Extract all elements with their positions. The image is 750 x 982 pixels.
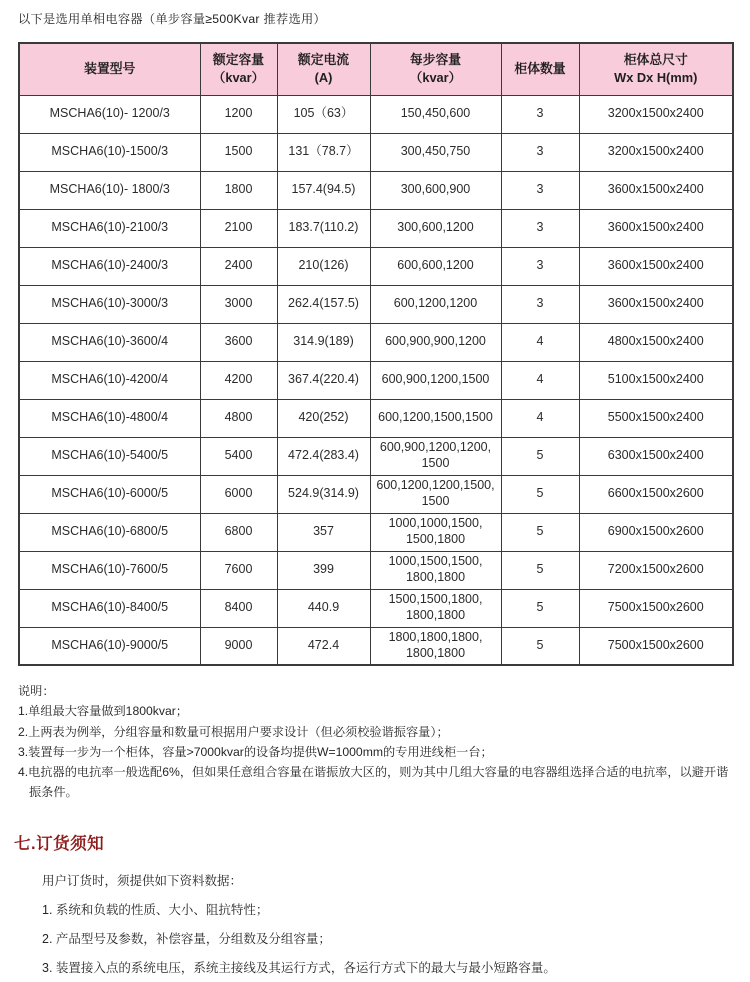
order-item: 1. 系统和负载的性质、大小、阻抗特性； [42,902,269,917]
cell-dimensions: 7500x1500x2600 [579,589,733,627]
cell-step-capacity: 600,​900,​900,​1200 [370,323,501,361]
cell-rated-current: 399 [277,551,370,589]
cell-model: MSCHA6(10)-4200/4 [19,361,200,399]
cell-cabinet-count: 3 [501,171,579,209]
cell-rated-current: 157.4(94.5) [277,171,370,209]
cell-step-capacity: 600,​1200,​1500,​1500 [370,399,501,437]
cell-dimensions: 6300x1500x2400 [579,437,733,475]
cell-model: MSCHA6(10)-4800/4 [19,399,200,437]
cell-rated-capacity: 2400 [200,247,277,285]
cell-step-capacity: 300,​600,​1200 [370,209,501,247]
cell-dimensions: 6600x1500x2600 [579,475,733,513]
cell-rated-current: 357 [277,513,370,551]
cell-step-capacity: 600,​600,​1200 [370,247,501,285]
note-item: 3.装置每一步为一个柜体，容量>7000kvar的设备均提供W=1000mm的专用进线柜一台； [18,744,493,759]
cell-rated-current: 105（63） [277,95,370,133]
cell-model: MSCHA6(10)-8400/5 [19,589,200,627]
cell-step-capacity: 600,​900,​1200,​1500 [370,361,501,399]
cell-rated-current: 440.9 [277,589,370,627]
cell-rated-capacity: 6000 [200,475,277,513]
cell-cabinet-count: 3 [501,209,579,247]
cell-cabinet-count: 3 [501,247,579,285]
cell-step-capacity: 300,​600,​900 [370,171,501,209]
cell-step-capacity: 1500,​1500,​1800,​1800,​1800 [370,589,501,627]
table-row [19,285,733,323]
notes-heading: 说明： [18,684,55,698]
note-item: 4.电抗器的电抗率一般选配6%，但如果任意组合容量在谐振放大区的，则为其中几组大容量的电容器组选择合适的电抗率，以避开谐振条件。 [18,765,729,800]
order-intro: 用户订货时，须提供如下资料数据： [42,873,243,888]
table-header [19,43,733,95]
cell-step-capacity: 1000,​1000,​1500,​1500,​1800 [370,513,501,551]
cell-model: MSCHA6(10)-2400/3 [19,247,200,285]
cell-cabinet-count: 5 [501,437,579,475]
table-row [19,551,733,589]
cell-dimensions: 3600x1500x2400 [579,285,733,323]
column-header-1: 额定容量 （kvar） [200,43,277,95]
cell-rated-current: 210(126) [277,247,370,285]
cell-dimensions: 3200x1500x2400 [579,95,733,133]
cell-rated-capacity: 4200 [200,361,277,399]
table-row [19,589,733,627]
note-item: 2.上两表为例举，分组容量和数量可根据用户要求设计（但必须校验谐振容量）； [18,724,449,739]
cell-dimensions: 5100x1500x2400 [579,361,733,399]
note-item: 1.单组最大容量做到1800kvar； [18,704,188,719]
table-row [19,399,733,437]
cell-cabinet-count: 5 [501,589,579,627]
cell-dimensions: 3600x1500x2400 [579,171,733,209]
cell-step-capacity: 600,​1200,​1200,​1500,​1500 [370,475,501,513]
cell-model: MSCHA6(10)-9000/5 [19,627,200,665]
notes-section [18,681,732,803]
cell-rated-current: 367.4(220.4) [277,361,370,399]
cell-rated-capacity: 3000 [200,285,277,323]
cell-step-capacity: 600,​1200,​1200 [370,285,501,323]
cell-model: MSCHA6(10)-6000/5 [19,475,200,513]
cell-dimensions: 3200x1500x2400 [579,133,733,171]
cell-model: MSCHA6(10)-2100/3 [19,209,200,247]
cell-model: MSCHA6(10)-1500/3 [19,133,200,171]
capacitor-spec-table [18,42,734,666]
order-item: 3. 装置接入点的系统电压，系统主接线及其运行方式，各运行方式下的最大与最小短路容量。 [42,960,556,975]
cell-dimensions: 4800x1500x2400 [579,323,733,361]
cell-model: MSCHA6(10)- 1800/3 [19,171,200,209]
cell-rated-current: 314.9(189) [277,323,370,361]
cell-cabinet-count: 3 [501,285,579,323]
cell-rated-capacity: 9000 [200,627,277,665]
table-row [19,171,733,209]
cell-model: MSCHA6(10)-3000/3 [19,285,200,323]
cell-rated-capacity: 5400 [200,437,277,475]
cell-rated-current: 472.4 [277,627,370,665]
column-header-4: 柜体数量 [501,43,579,95]
cell-step-capacity: 300,​450,​750 [370,133,501,171]
cell-dimensions: 3600x1500x2400 [579,209,733,247]
cell-dimensions: 5500x1500x2400 [579,399,733,437]
column-header-2: 额定电流 (A) [277,43,370,95]
table-body [19,95,733,665]
cell-cabinet-count: 4 [501,361,579,399]
table-row [19,437,733,475]
cell-step-capacity: 1800,​1800,​1800,​1800,​1800 [370,627,501,665]
cell-step-capacity: 1000,​1500,​1500,​1800,​1800 [370,551,501,589]
order-section-heading: 七.订货须知 [14,834,105,853]
cell-model: MSCHA6(10)-3600/4 [19,323,200,361]
cell-rated-capacity: 2100 [200,209,277,247]
table-row [19,475,733,513]
column-header-0: 装置型号 [19,43,200,95]
notes-list [18,701,732,802]
cell-cabinet-count: 4 [501,323,579,361]
column-header-5: 柜体总尺寸 Wx Dx H(mm) [579,43,733,95]
table-row [19,209,733,247]
cell-dimensions: 7500x1500x2600 [579,627,733,665]
table-row [19,95,733,133]
cell-model: MSCHA6(10)-6800/5 [19,513,200,551]
order-item: 2. 产品型号及参数，补偿容量，分组数及分组容量； [42,931,331,946]
cell-cabinet-count: 5 [501,475,579,513]
cell-rated-capacity: 1800 [200,171,277,209]
cell-cabinet-count: 5 [501,513,579,551]
cell-rated-capacity: 4800 [200,399,277,437]
cell-rated-capacity: 7600 [200,551,277,589]
cell-rated-capacity: 1200 [200,95,277,133]
cell-dimensions: 6900x1500x2600 [579,513,733,551]
cell-cabinet-count: 3 [501,133,579,171]
cell-rated-capacity: 6800 [200,513,277,551]
cell-model: MSCHA6(10)- 1200/3 [19,95,200,133]
cell-rated-capacity: 1500 [200,133,277,171]
cell-dimensions: 3600x1500x2400 [579,247,733,285]
table-row [19,247,733,285]
order-list [18,900,732,976]
cell-step-capacity: 600,​900,​1200,​1200,​1500 [370,437,501,475]
table-row [19,323,733,361]
table-row [19,361,733,399]
cell-model: MSCHA6(10)-5400/5 [19,437,200,475]
cell-rated-current: 420(252) [277,399,370,437]
cell-model: MSCHA6(10)-7600/5 [19,551,200,589]
table-row [19,513,733,551]
table-header-row [19,43,733,95]
cell-rated-capacity: 8400 [200,589,277,627]
cell-rated-current: 183.7(110.2) [277,209,370,247]
cell-cabinet-count: 3 [501,95,579,133]
cell-cabinet-count: 4 [501,399,579,437]
cell-rated-current: 131（78.7） [277,133,370,171]
cell-rated-current: 472.4(283.4) [277,437,370,475]
cell-rated-current: 262.4(157.5) [277,285,370,323]
cell-rated-current: 524.9(314.9) [277,475,370,513]
cell-dimensions: 7200x1500x2600 [579,551,733,589]
table-row [19,627,733,665]
cell-rated-capacity: 3600 [200,323,277,361]
cell-cabinet-count: 5 [501,551,579,589]
cell-cabinet-count: 5 [501,627,579,665]
column-header-3: 每步容量 （kvar） [370,43,501,95]
table-row [19,133,733,171]
page-title: 以下是选用单相电容器（单步容量≥500Kvar 推荐选用） [18,12,326,26]
cell-step-capacity: 150,​450,​600 [370,95,501,133]
